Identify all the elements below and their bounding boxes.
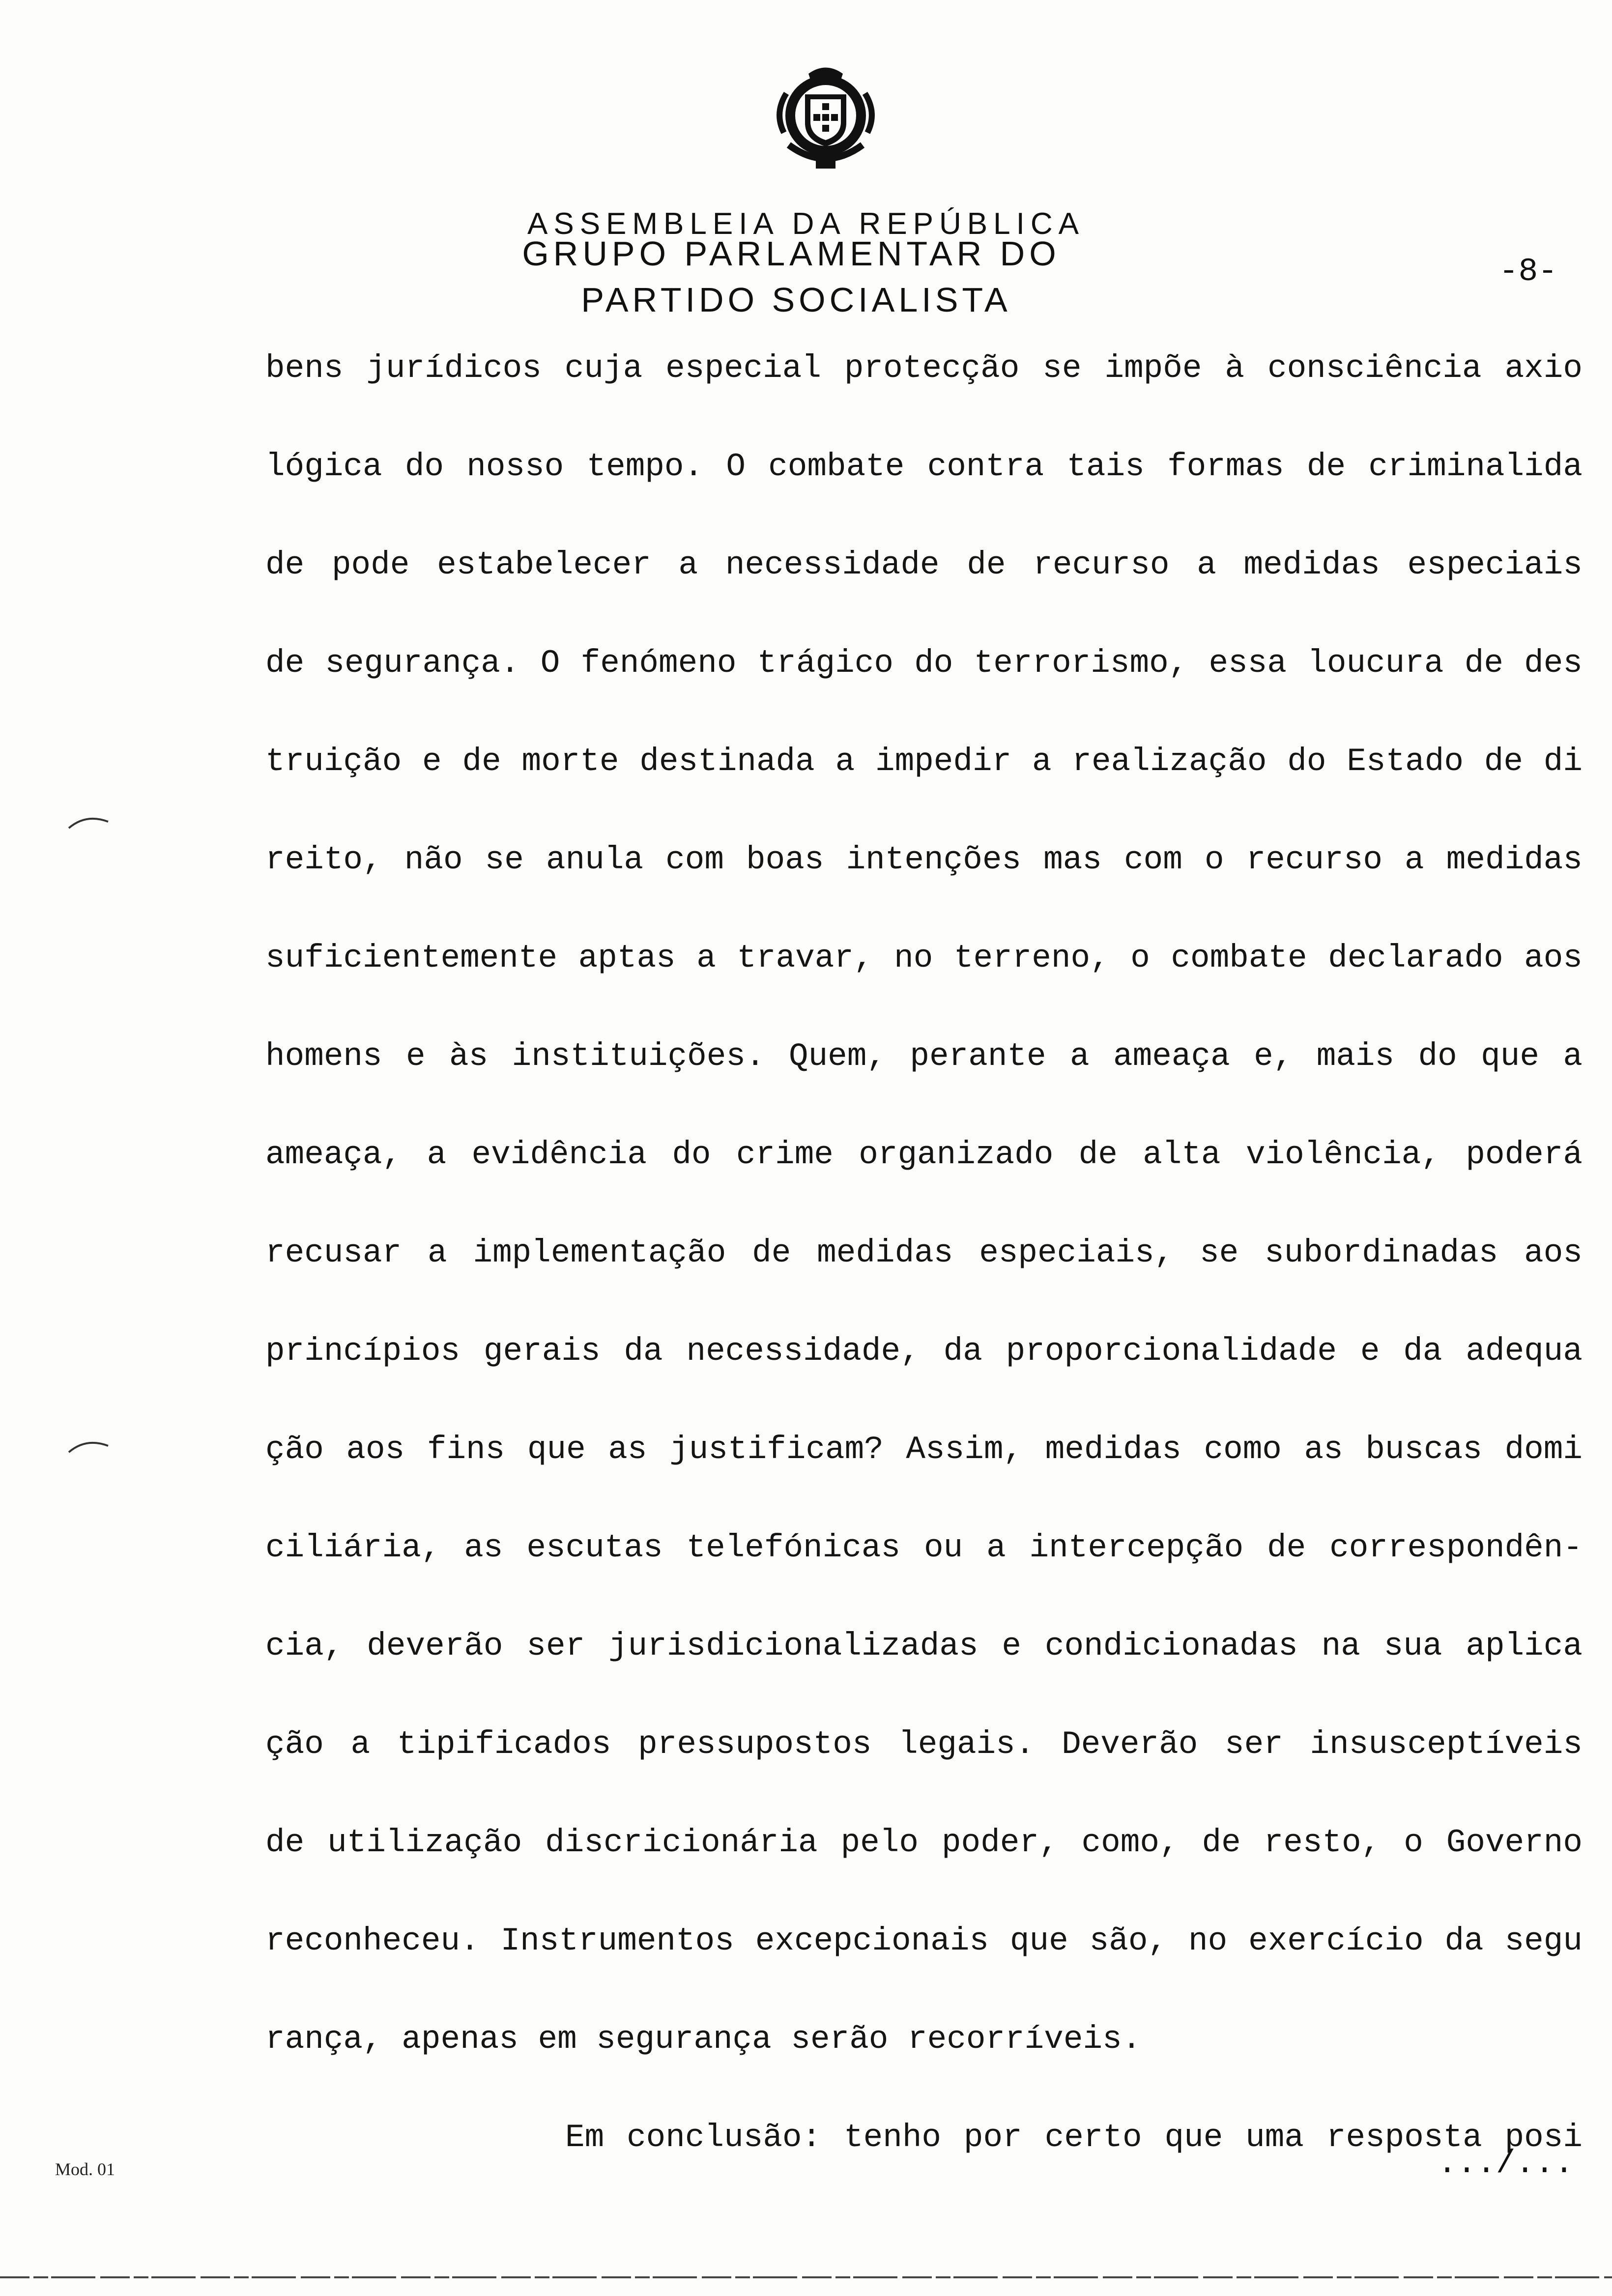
text-line: de segurança. O fenómeno trágico do terrorismo, essa loucura de des [265, 645, 1583, 682]
text-line: ciliária, as escutas telefónicas ou a intercepção de correspondên- [265, 1529, 1583, 1566]
form-code: Mod. 01 [55, 2159, 115, 2179]
text-line: cia, deverão ser jurisdicionalizadas e condicionadas na sua aplica [265, 1628, 1583, 1665]
text-line: de pode estabelecer a necessidade de recurso a medidas especiais [265, 546, 1583, 583]
scan-edge-line [0, 2273, 1612, 2282]
text-line: de utilização discricionária pelo poder, como, de resto, o Governo [265, 1824, 1583, 1861]
text-line: bens jurídicos cuja especial protecção se impõe à consciência axio [265, 350, 1583, 387]
text-line: suficientemente aptas a travar, no terreno, o combate declarado aos [265, 940, 1583, 976]
text-line: ameaça, a evidência do crime organizado de alta violência, poderá [265, 1136, 1583, 1173]
text-line: rança, apenas em segurança serão recorríveis. [265, 2021, 1142, 2058]
page-number: -8- [1499, 253, 1557, 290]
text-line: ção aos fins que as justificam? Assim, medidas como as buscas domi [265, 1431, 1583, 1468]
text-line: princípios gerais da necessidade, da proporcionalidade e da adequa [265, 1333, 1583, 1370]
text-line: lógica do nosso tempo. O combate contra tais formas de criminalida [265, 448, 1583, 485]
body-text [265, 344, 1583, 2211]
coat-of-arms-icon [769, 59, 882, 177]
header-party: PARTIDO SOCIALISTA [581, 281, 1011, 319]
text-line: reconheceu. Instrumentos excepcionais que são, no exercício da segu [265, 1923, 1583, 1959]
text-line: ção a tipificados pressupostos legais. Deverão ser insusceptíveis [265, 1726, 1583, 1763]
conclusion-line: Em conclusão: tenho por certo que uma resposta posi [565, 2119, 1583, 2156]
text-line: homens e às instituições. Quem, perante a ameaça e, mais do que a [265, 1038, 1583, 1075]
header-group: GRUPO PARLAMENTAR DO [522, 234, 1061, 273]
punch-mark-icon [66, 811, 111, 831]
header-assembly: ASSEMBLEIA DA REPÚBLICA [527, 207, 1085, 241]
text-line: reito, não se anula com boas intenções mas com o recurso a medidas [265, 841, 1583, 878]
text-line: recusar a implementação de medidas especiais, se subordinadas aos [265, 1234, 1583, 1271]
continuation-mark: .../... [1438, 2145, 1574, 2182]
punch-mark-icon [66, 1435, 111, 1455]
text-line: truição e de morte destinada a impedir a realização do Estado de di [265, 743, 1583, 780]
